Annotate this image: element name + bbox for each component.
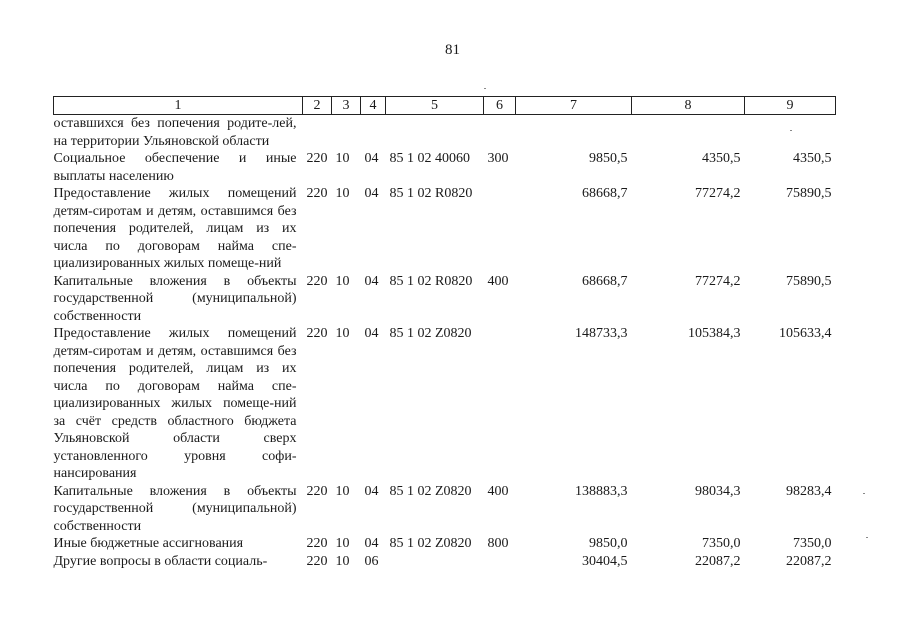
table-cell: 85 1 02 R0820 [389,273,473,289]
scan-speck [790,130,792,131]
column-header: 2 [303,97,332,115]
table-cell: 220 [306,483,328,499]
table-cell-value: 105384,3 [688,326,741,341]
table-cell [386,553,484,571]
table-row [54,115,836,151]
table-cell-name: Иные бюджетные ассигнования [53,536,244,551]
table-cell: 10 [335,536,350,551]
table-row [54,535,836,553]
table-cell-name: Социальное обеспечение и иные выплаты населению [53,151,297,184]
table-cell: 85 1 02 Z0820 [389,483,472,499]
table-cell: 10 [335,326,350,341]
table-cell: 220 [306,273,328,289]
table-cell-value [632,115,745,151]
table-cell-value: 75890,5 [786,186,832,201]
table-cell-value [516,115,632,151]
scan-speck [866,537,868,538]
scan-speck [484,88,486,89]
table-cell: 10 [335,151,350,166]
table-cell-value: 98283,4 [786,483,832,499]
table-cell-value: 105633,4 [779,326,832,341]
column-header: 3 [332,97,361,115]
table-cell: 800 [487,536,509,551]
table-cell-value: 7350,0 [793,536,832,551]
table-cell-value: 9850,5 [589,151,628,166]
table-cell: 85 1 02 Z0820 [389,536,472,551]
table-row [54,325,836,483]
column-header: 7 [516,97,632,115]
table-cell-name: Предоставление жилых помещений детям-сиротам и детям, оставшимся без попечения родителей, лицам из их числа по договорам найма спе-циализированных жилых помеще-ний [53,186,297,271]
table-cell-value: 68668,7 [582,273,628,289]
column-header: 4 [361,97,386,115]
table-cell: 220 [306,186,328,201]
table-cell: 04 [364,536,379,551]
table-cell [303,115,332,151]
table-cell-value: 138883,3 [575,483,628,499]
budget-table [53,96,836,570]
scan-speck [863,493,865,494]
table-cell: 04 [364,273,379,289]
table-cell: 10 [335,273,350,289]
table-cell: 85 1 02 R0820 [389,186,473,201]
table-cell-name: Капитальные вложения в объекты государственной (муниципальной) собственности [53,483,297,534]
table-cell-value: 9850,0 [589,536,628,551]
table-cell: 10 [335,553,350,569]
table-cell-value: 77274,2 [695,273,741,289]
table-cell-value: 22087,2 [786,553,832,569]
table-cell-name: Капитальные вложения в объекты государственной (муниципальной) собственности [53,273,297,324]
table-row [54,483,836,536]
column-header: 6 [484,97,516,115]
table-cell: 400 [487,483,509,499]
table-cell-value: 68668,7 [582,186,628,201]
table-header-row [54,97,836,115]
table-cell-value: 148733,3 [575,326,628,341]
table-cell-name: Предоставление жилых помещений детям-сиротам и детям, оставшимся без попечения родителей, лицам из их числа по договорам найма спе-циализированных жилых помеще-ний за счёт средств областного бюджета Ульяновской области сверх установленного уровня софи-нансирования [53,326,297,481]
column-header: 8 [632,97,745,115]
table-cell: 10 [335,483,350,499]
table-row [54,553,836,571]
table-cell [484,325,516,483]
table-cell: 10 [335,186,350,201]
table-cell [332,115,361,151]
table-cell-value: 98034,3 [695,483,741,499]
table-cell: 06 [364,553,379,569]
table-cell-value: 75890,5 [786,273,832,289]
table-row [54,185,836,273]
table-cell: 85 1 02 40060 [389,151,470,166]
column-header: 9 [745,97,836,115]
table-cell [484,115,516,151]
page-number: 81 [445,42,460,58]
table-cell: 400 [487,273,509,289]
table-cell: 04 [364,186,379,201]
table-cell: 04 [364,151,379,166]
table-cell: 220 [306,553,328,569]
table-cell: 220 [306,326,328,341]
table-row [54,150,836,185]
table-cell-value [745,115,836,151]
table-cell-value: 4350,5 [793,151,832,166]
table-cell-value: 77274,2 [695,186,741,201]
table-cell [484,185,516,273]
table-cell: 04 [364,483,379,499]
table-cell [484,553,516,571]
table-cell: 85 1 02 Z0820 [389,326,472,341]
table-cell: 04 [364,326,379,341]
table-cell-name: оставшихся без попечения родите-лей, на территории Ульяновской области [53,116,297,149]
table-cell: 300 [487,151,509,166]
table-cell [386,115,484,151]
table-cell-value: 7350,0 [702,536,741,551]
table-cell-value: 22087,2 [695,553,741,569]
table-cell-value: 30404,5 [582,553,628,569]
table-cell-name: Другие вопросы в области социаль- [53,553,268,569]
table-cell: 220 [306,151,328,166]
table-cell: 220 [306,536,328,551]
table-cell-value: 4350,5 [702,151,741,166]
table-row [54,273,836,326]
table-cell [361,115,386,151]
column-header: 1 [54,97,303,115]
column-header: 5 [386,97,484,115]
